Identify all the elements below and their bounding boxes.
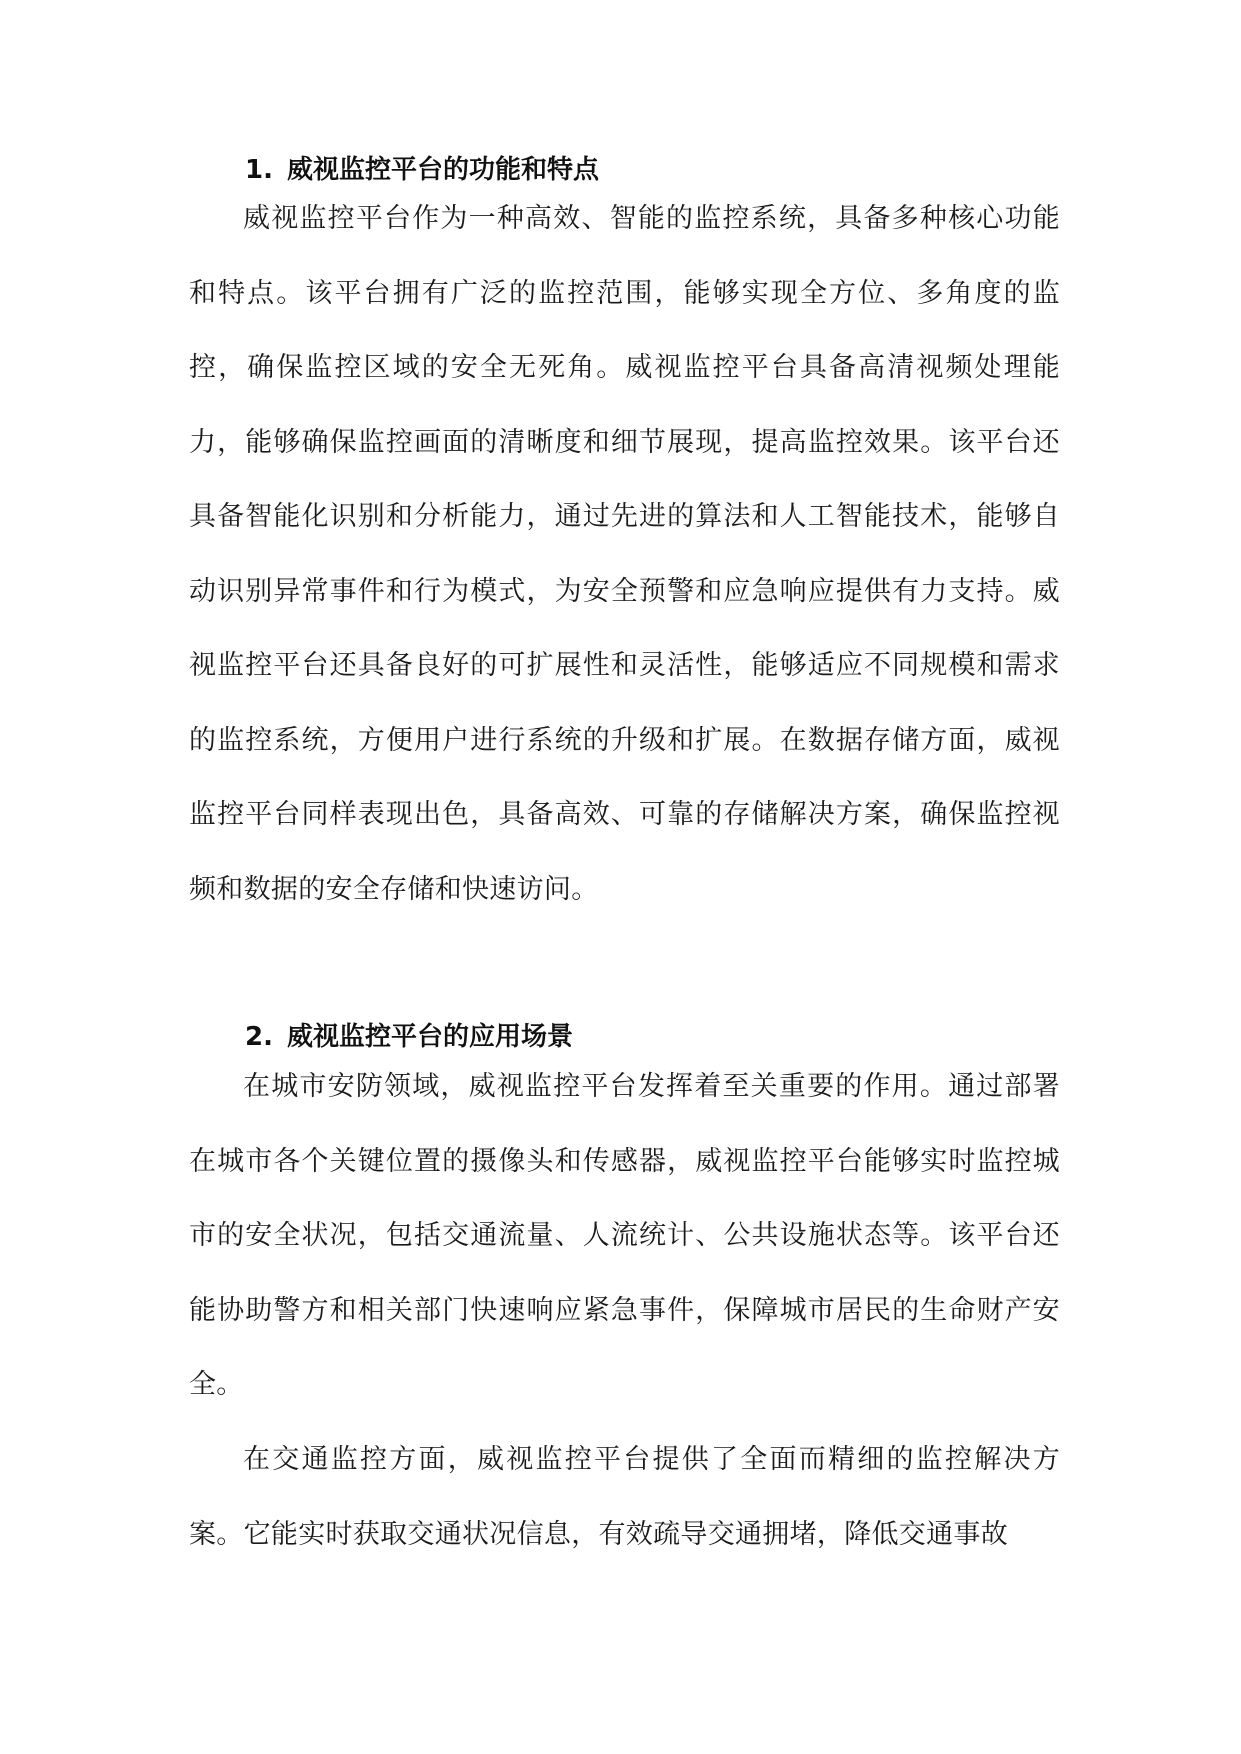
- section-title: 威视监控平台的应用场景: [287, 1022, 574, 1052]
- section-2-paragraph-1: 在城市安防领域，威视监控平台发挥着至关重要的作用。通过部署在城市各个关键位置的摄像头和传感器，威视监控平台能够实时监控城市的安全状况，包括交通流量、人流统计、公共设施状态等。该平台还能协助警方和相关部门快速响应紧急事件，保障城市居民的生命财产安全。: [189, 1071, 1060, 1400]
- section-title: 威视监控平台的功能和特点: [287, 155, 600, 185]
- section-1-paragraph-1: 威视监控平台作为一种高效、智能的监控系统，具备多种核心功能和特点。该平台拥有广泛的监控范围，能够实现全方位、多角度的监控，确保监控区域的安全无死角。威视监控平台具备高清视频处理能力，能够确保监控画面的清晰度和细节展现，提高监控效果。该平台还具备智能化识别和分析能力，通过先进的算法和人工智能技术，能够自动识别异常事件和行为模式，为安全预警和应急响应提供有力支持。威视监控平台还具备良好的可扩展性和灵活性，能够适应不同规模和需求的监控系统，方便用户进行系统的升级和扩展。在数据存储方面，威视监控平台同样表现出色，具备高效、可靠的存储解决方案，确保监控视频和数据的安全存储和快速访问。: [189, 203, 1060, 905]
- section-heading-2: [245, 1020, 573, 1054]
- section-number: 2.: [245, 1022, 273, 1052]
- section-number: 1.: [245, 155, 273, 185]
- section-2-paragraph-2: 在交通监控方面，威视监控平台提供了全面而精细的监控解决方案。它能实时获取交通状况信息，有效疏导交通拥堵，降低交通事故: [189, 1444, 1060, 1550]
